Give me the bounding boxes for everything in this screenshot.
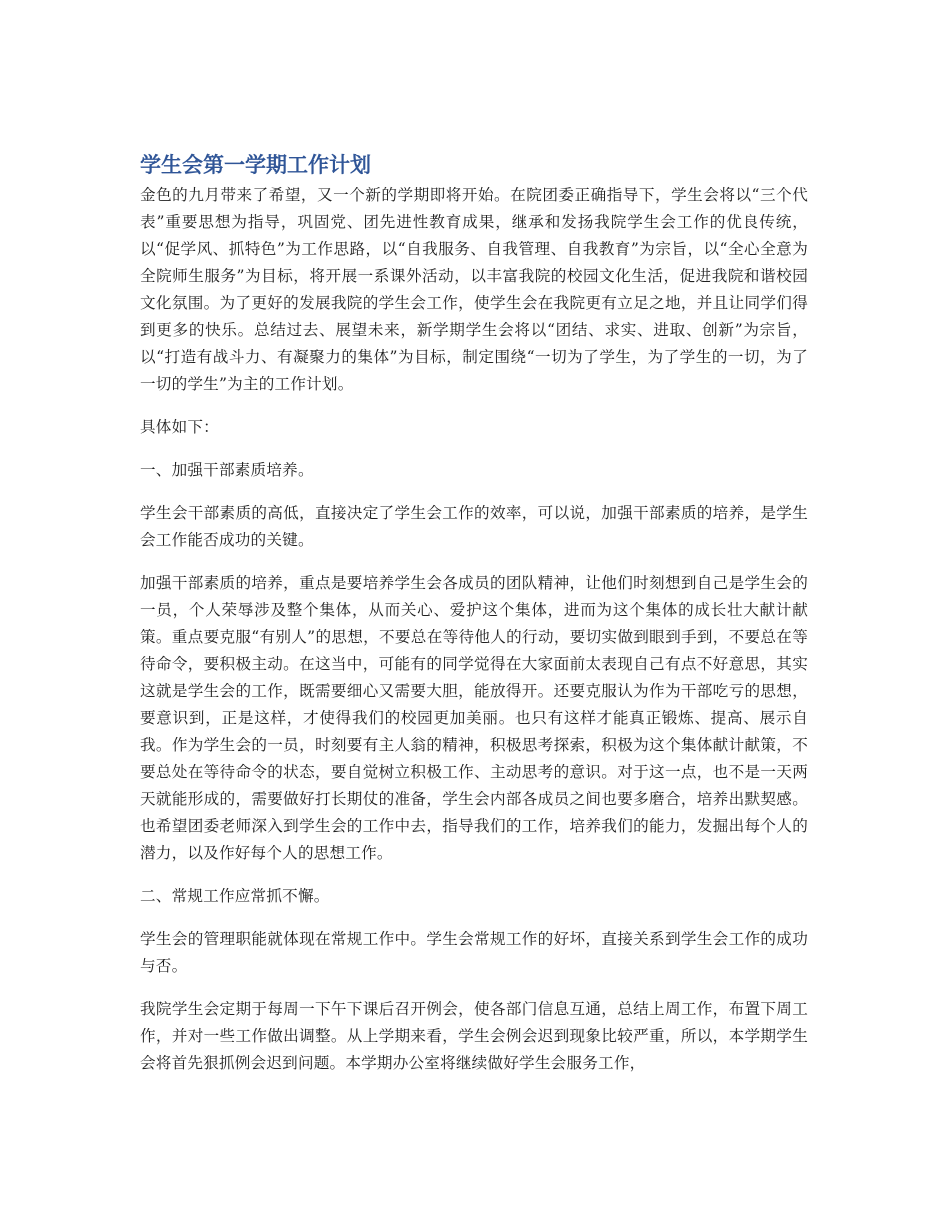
paragraph-details-heading: 具体如下： — [140, 418, 219, 436]
section-heading-1: 一、加强干部素质培养。 — [140, 461, 314, 479]
paragraph-intro: 金色的九月带来了希望，又一个新的学期即将开始。在院团委正确指导下，学生会将以“三个代表”重要思想为指导，巩固党、团先进性教育成果，继承和发扬我院学生会工作的优良传统，以“促学风、抓特色”为工作思路，以“自我服务、自我管理、自我教育”为宗旨，以“全心全意为全院师生服务”为目标，将开展一系课外活动，以丰富我院的校园文化生活，促进我院和谐校园文化氛围。为了更好的发展我院的学生会工作，使学生会在我院更有立足之地，并且让同学们得到更多的快乐。总结过去、展望未来，新学期学生会将以“团结、求实、进取、创新”为宗旨，以“打造有战斗力、有凝聚力的集体”为目标，制定围绕“一切为了学生，为了学生的一切，为了一切的学生”为主的工作计划。 — [140, 186, 808, 393]
section-heading-2: 二、常规工作应常抓不懈。 — [140, 887, 330, 905]
paragraph-routine-work: 学生会的管理职能就体现在常规工作中。学生会常规工作的好坏，直接关系到学生会工作的成功与否。 — [140, 930, 808, 975]
document-page — [140, 150, 808, 1093]
paragraph-cadre-importance: 学生会干部素质的高低，直接决定了学生会工作的效率，可以说，加强干部素质的培养，是学生会工作能否成功的关键。 — [140, 504, 808, 549]
paragraph-weekly-meeting: 我院学生会定期于每周一下午下课后召开例会，使各部门信息互通，总结上周工作，布置下周工作，并对一些工作做出调整。从上学期来看，学生会例会迟到现象比较严重，所以，本学期学生会将首先狠抓例会迟到问题。本学期办公室将继续做好学生会服务工作， — [140, 1000, 808, 1072]
paragraph-cadre-training: 加强干部素质的培养，重点是要培养学生会各成员的团队精神，让他们时刻想到自己是学生会的一员，个人荣辱涉及整个集体，从而关心、爱护这个集体，进而为这个集体的成长壮大献计献策。重点要克服“有别人”的思想，不要总在等待他人的行动，要切实做到眼到手到，不要总在等待命令，要积极主动。在这当中，可能有的同学觉得在大家面前太表现自己有点不好意思，其实这就是学生会的工作，既需要细心又需要大胆，能放得开。还要克服认为作为干部吃亏的思想，要意识到，正是这样，才使得我们的校园更加美丽。也只有这样才能真正锻炼、提高、展示自我。作为学生会的一员，时刻要有主人翁的精神，积极思考探索，积极为这个集体献计献策，不要总处在等待命令的状态，要自觉树立积极工作、主动思考的意识。对于这一点，也不是一天两天就能形成的，需要做好打长期仗的准备，学生会内部各成员之间也要多磨合，培养出默契感。也希望团委老师深入到学生会的工作中去，指导我们的工作，培养我们的能力，发掘出每个人的潜力，以及作好每个人的思想工作。 — [140, 574, 808, 862]
document-title: 学生会第一学期工作计划 — [140, 153, 371, 177]
